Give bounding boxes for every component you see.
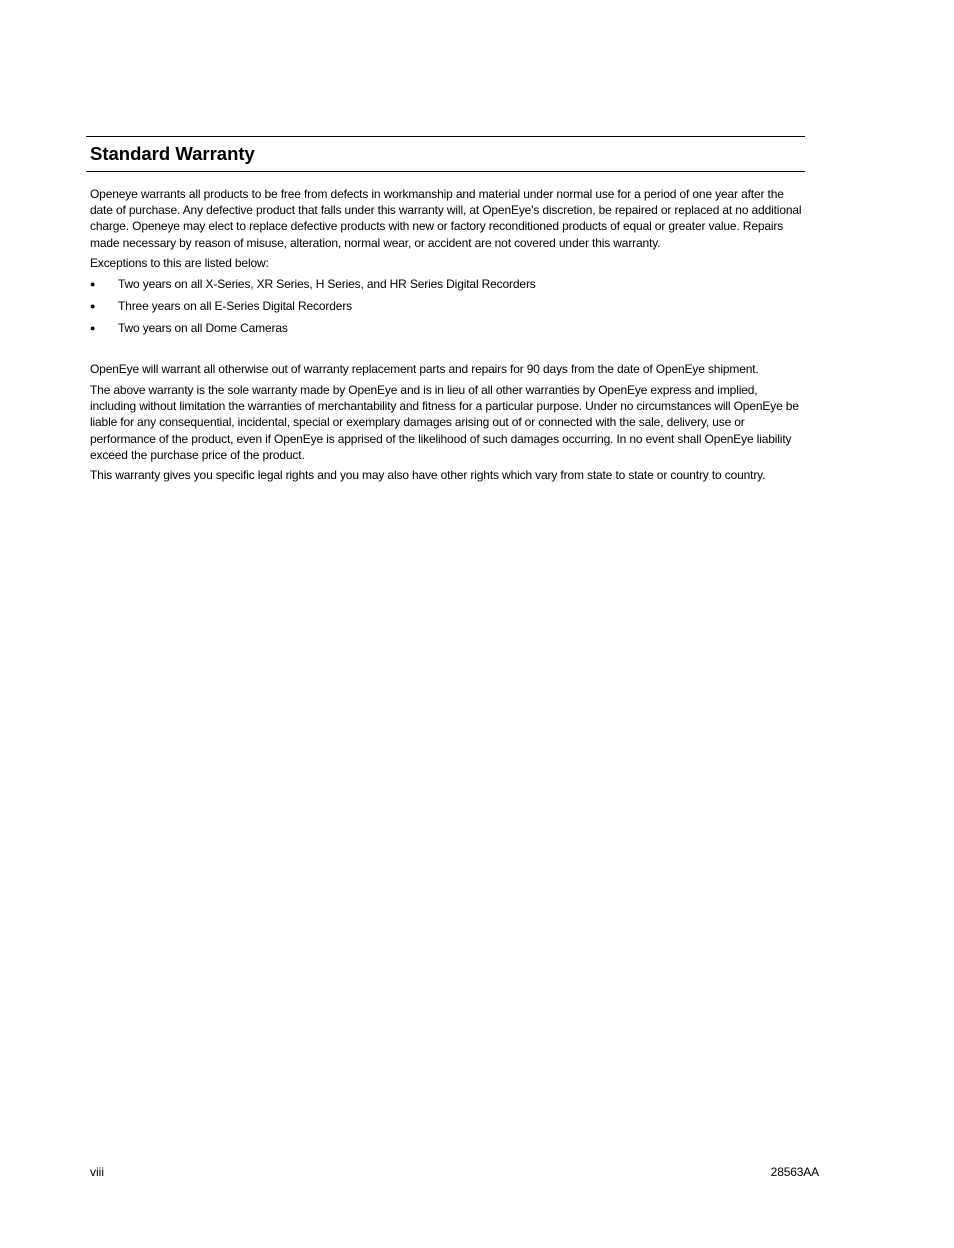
bullet-icon: ●	[90, 323, 96, 333]
section-title: Standard Warranty	[90, 143, 255, 164]
parts-paragraph: OpenEye will warrant all otherwise out of warranty replacement parts and repairs for 90 days from the date of OpenEye shipment.	[90, 362, 759, 376]
exceptions-intro: Exceptions to this are listed below:	[90, 256, 269, 270]
list-item-text: Two years on all X-Series, XR Series, H Series, and HR Series Digital Recorders	[118, 277, 536, 291]
list-item	[90, 320, 806, 342]
bullet-icon: ●	[90, 279, 96, 289]
heading-top-rule	[86, 136, 805, 137]
exceptions-list	[90, 276, 806, 342]
list-item	[90, 276, 806, 298]
list-item	[90, 298, 806, 320]
footer-doc-code: 28563AA	[770, 1165, 819, 1179]
legal-rights-paragraph: This warranty gives you specific legal rights and you may also have other rights which vary from state to state or country to country.	[90, 468, 766, 482]
heading-bottom-rule	[86, 171, 805, 172]
list-item-text: Two years on all Dome Cameras	[118, 321, 288, 335]
footer-page-number: viii	[90, 1165, 104, 1179]
bullet-icon: ●	[90, 301, 96, 311]
intro-paragraph: Openeye warrants all products to be free from defects in workmanship and material under normal use for a period of one year after the date of purchase. Any defective product that falls under this warranty will, at OpenEye's discretion, be repaired or replaced at no additional charge. Openeye may elect to replace defective products with new or factory reconditioned products of equal or greater value. Repairs made necessary by reason of misuse, alteration, normal wear, or accident are not covered under this warranty.	[90, 187, 802, 250]
list-item-text: Three years on all E-Series Digital Recorders	[118, 299, 353, 313]
sole-warranty-paragraph: The above warranty is the sole warranty made by OpenEye and is in lieu of all other warranties by OpenEye express and implied, including without limitation the warranties of merchantability and fitness for a particular purpose. Under no circumstances will OpenEye be liable for any consequential, incidental, special or exemplary damages arising out of or connected with the sale, delivery, use or performance of the product, even if OpenEye is apprised of the likelihood of such damages occurring. In no event shall OpenEye liability exceed the purchase price of the product.	[90, 383, 799, 462]
